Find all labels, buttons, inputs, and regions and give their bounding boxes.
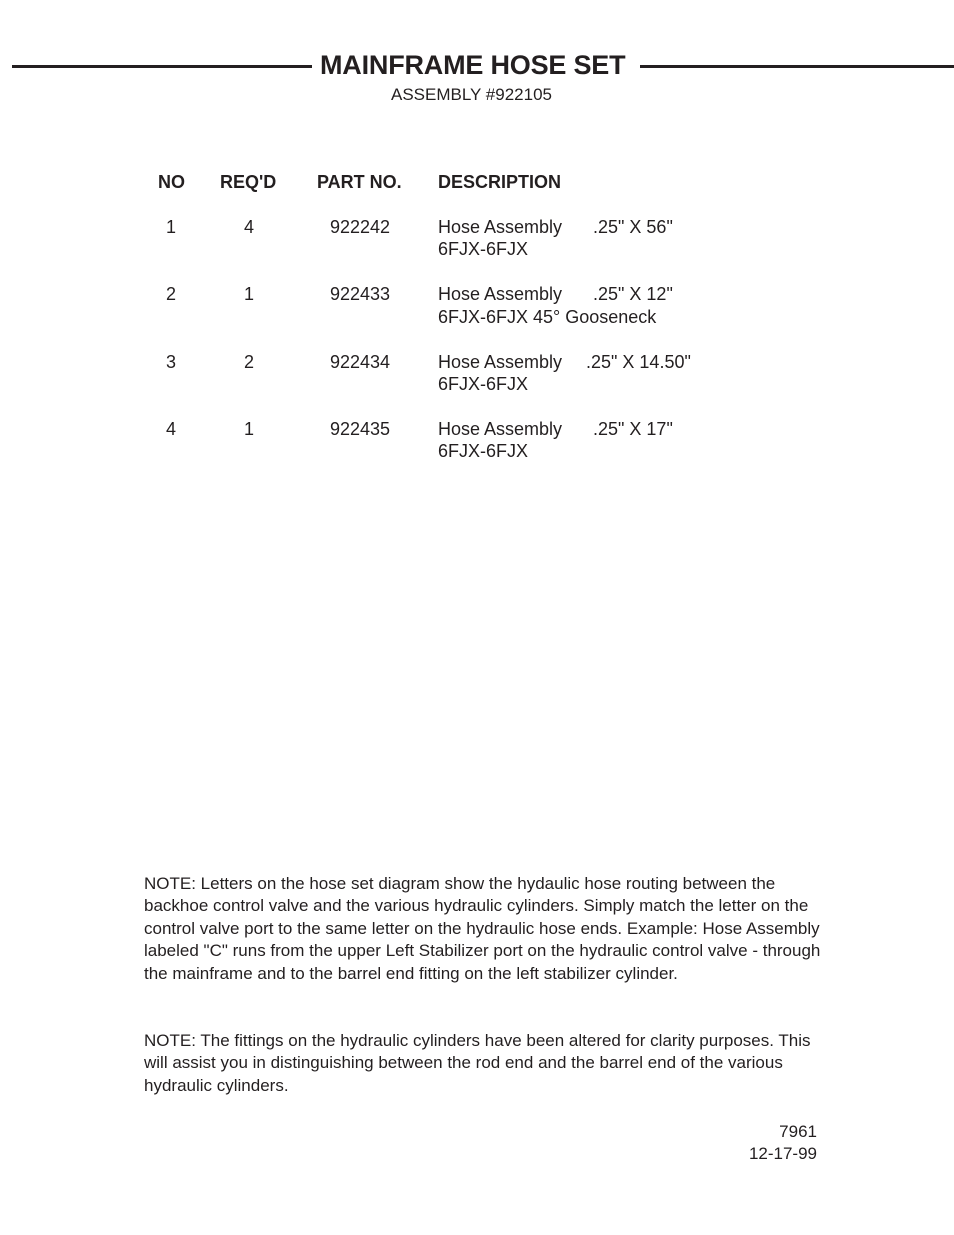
row-no: 4 — [166, 419, 177, 439]
row-size: .25" X 17" — [593, 419, 673, 439]
row-part-no: 922434 — [330, 352, 391, 372]
title-rule-right — [640, 65, 954, 68]
row-part-no: 922242 — [330, 217, 391, 237]
doc-number: 7961 — [779, 1122, 817, 1141]
row-size: .25" X 14.50" — [586, 352, 691, 372]
column-header-no: NO — [158, 172, 185, 192]
row-description: Hose Assembly — [438, 217, 563, 237]
column-header-description: DESCRIPTION — [438, 172, 562, 192]
row-reqd: 1 — [244, 284, 255, 304]
row-reqd: 1 — [244, 419, 255, 439]
row-description-line2: 6FJX-6FJX — [438, 441, 529, 461]
row-no: 3 — [166, 352, 177, 372]
row-no: 2 — [166, 284, 177, 304]
assembly-number: ASSEMBLY #922105 — [391, 85, 552, 104]
row-no: 1 — [166, 217, 177, 237]
column-header-part-no: PART NO. — [317, 172, 402, 192]
row-description-line2: 6FJX-6FJX — [438, 239, 529, 259]
page-title: MAINFRAME HOSE SET — [320, 50, 626, 80]
column-header-reqd: REQ'D — [220, 172, 277, 192]
title-rule-left — [12, 65, 312, 68]
row-reqd: 4 — [244, 217, 255, 237]
row-part-no: 922435 — [330, 419, 391, 439]
note-hose-routing: NOTE: Letters on the hose set diagram show the hydaulic hose routing between the backhoe control valve and the various hydraulic cylinders. Simply match the letter on the control valve port to the same letter on the hydraulic hose ends. Example: Hose Assembly labeled "C" runs from the upper Left Stabilizer port on the hydraulic control valve - through the mainframe and to the barrel end fitting on the left stabilizer cylinder. — [144, 874, 821, 983]
row-size: .25" X 12" — [593, 284, 673, 304]
title-row — [0, 46, 954, 86]
note-fittings: NOTE: The fittings on the hydraulic cylinders have been altered for clarity purposes. This will assist you in distinguishing between the rod end and the barrel end of the various hydraulic cylinders. — [144, 1031, 811, 1095]
row-description: Hose Assembly — [438, 284, 563, 304]
row-part-no: 922433 — [330, 284, 391, 304]
row-reqd: 2 — [244, 352, 255, 372]
row-size: .25" X 56" — [593, 217, 673, 237]
row-description: Hose Assembly — [438, 419, 563, 439]
doc-date: 12-17-99 — [748, 1144, 817, 1163]
row-description: Hose Assembly — [438, 352, 563, 372]
row-description-line2: 6FJX-6FJX 45° Gooseneck — [438, 307, 657, 327]
row-description-line2: 6FJX-6FJX — [438, 374, 529, 394]
